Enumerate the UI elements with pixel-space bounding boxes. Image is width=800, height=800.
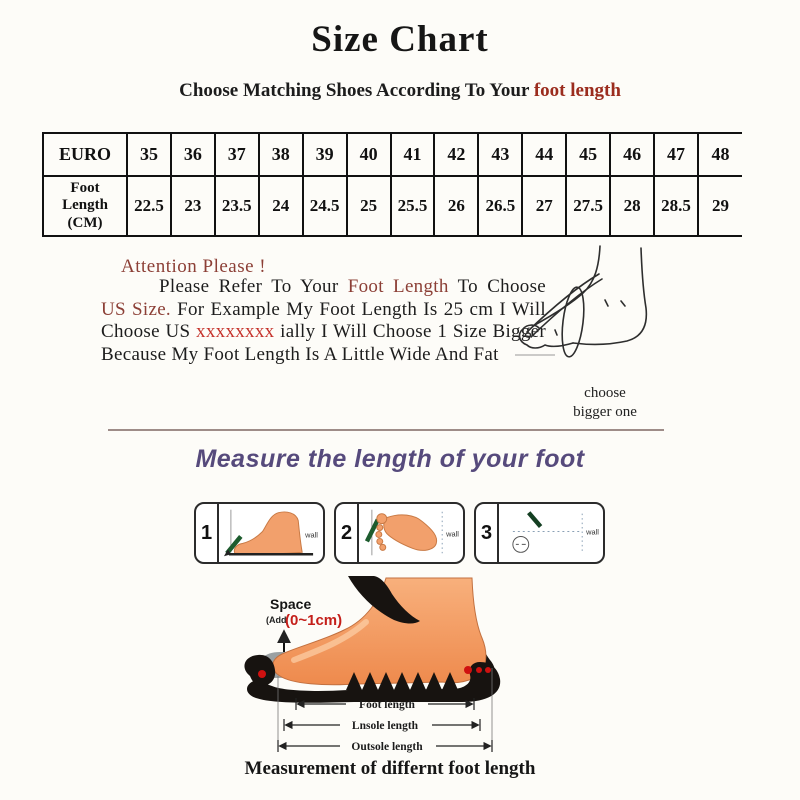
step1-foot-side-icon: [219, 504, 323, 562]
page-title: Size Chart: [311, 19, 489, 60]
footer-caption: Measurement of differnt foot length: [244, 758, 536, 779]
euro-row: [43, 133, 742, 176]
foot-length-cell: 28: [610, 176, 654, 236]
measure-step-panel-2: [334, 502, 465, 564]
heel-marker-dot: [476, 667, 482, 673]
wall-label: wall: [586, 527, 599, 537]
attention-text-segment: xxxxxxxx: [196, 321, 275, 342]
measure-section-heading: Measure the length of your foot: [195, 445, 585, 473]
attention-text-segment: To Choose: [448, 276, 546, 297]
foot-length-cell: 28.5: [654, 176, 698, 236]
euro-size-cell: 35: [127, 133, 171, 176]
foot-length-cell: 24.5: [303, 176, 347, 236]
step-number: 3: [476, 504, 499, 562]
space-add-value: (0~1cm): [285, 612, 343, 629]
foot-length-row: [43, 176, 742, 236]
foot-length-cell: 27.5: [566, 176, 610, 236]
step-number: 2: [336, 504, 359, 562]
size-table: [42, 132, 742, 237]
step2-footprint-icon: [359, 504, 463, 562]
euro-size-cell: 36: [171, 133, 215, 176]
toe-cap-shape: [244, 655, 275, 686]
euro-size-cell: 46: [610, 133, 654, 176]
foot-length-cell: 25: [347, 176, 391, 236]
choose-note-line2: bigger one: [573, 404, 637, 420]
foot-length-cell: 23: [171, 176, 215, 236]
euro-size-cell: 48: [698, 133, 742, 176]
subtitle-prefix: Choose Matching Shoes According To Your: [179, 80, 534, 101]
space-add-prefix: (Add: [266, 615, 287, 625]
section-divider: [108, 429, 664, 431]
step3-measure-icon: [499, 504, 603, 562]
subtitle: [0, 80, 800, 102]
foot-length-cell: 24: [259, 176, 303, 236]
choose-bigger-note: [540, 384, 670, 422]
attention-text-segment: US Size.: [101, 298, 171, 320]
foot-length-cell: 29: [698, 176, 742, 236]
measure-step-panel-1: [194, 502, 325, 564]
foot-length-cell: 27: [522, 176, 566, 236]
euro-size-cell: 47: [654, 133, 698, 176]
foot-length-cell: 25.5: [391, 176, 435, 236]
sketch-leg-back: [573, 248, 646, 344]
attention-paragraph: [101, 276, 546, 366]
wall-label: wall: [305, 530, 318, 540]
measure-steps-row: [194, 502, 605, 564]
space-label: Space: [270, 596, 312, 612]
foot-measurement-diagram: [228, 576, 572, 772]
attention-text-segment: For Example My Foot Length Is 25 cm I Will Choose US: [101, 298, 547, 342]
foot-length-cell: 23.5: [215, 176, 259, 236]
insole-length-label: Lnsole length: [351, 720, 419, 732]
subtitle-highlight: foot length: [533, 80, 621, 101]
foot-length-cell: 22.5: [127, 176, 171, 236]
foot-length-row-header: Foot Length (CM): [43, 176, 127, 236]
wall-label: wall: [446, 529, 459, 539]
attention-text-segment: Foot Length: [347, 276, 449, 297]
choose-note-line1: choose: [584, 385, 626, 401]
euro-size-cell: 39: [303, 133, 347, 176]
attention-text-segment: ially I Will Choose 1 Size Bigger Because My Foot Length Is A Little Wide And Fat: [101, 321, 546, 365]
euro-size-cell: 38: [259, 133, 303, 176]
sketch-measure-loop: [559, 286, 587, 358]
euro-size-cell: 37: [215, 133, 259, 176]
attention-heading: Attention Please !: [121, 256, 267, 277]
toe-marker-dot: [258, 670, 266, 678]
foot-length-label: Foot length: [359, 699, 415, 711]
foot-length-cell: 26: [434, 176, 478, 236]
euro-size-cell: 44: [522, 133, 566, 176]
euro-size-cell: 45: [566, 133, 610, 176]
euro-size-cell: 41: [391, 133, 435, 176]
heel-marker-dot: [464, 666, 472, 674]
euro-size-cell: 40: [347, 133, 391, 176]
heel-marker-dot: [485, 667, 491, 673]
attention-text-segment: Please Refer To Your: [159, 276, 348, 297]
measure-step-panel-3: [474, 502, 605, 564]
outsole-length-label: Outsole length: [351, 741, 423, 753]
foot-side-shape: [234, 512, 302, 554]
foot-length-cell: 26.5: [478, 176, 522, 236]
euro-size-cell: 43: [478, 133, 522, 176]
step-number: 1: [196, 504, 219, 562]
euro-row-header: EURO: [43, 133, 127, 176]
footprint-shape: [384, 515, 437, 550]
euro-size-cell: 42: [434, 133, 478, 176]
